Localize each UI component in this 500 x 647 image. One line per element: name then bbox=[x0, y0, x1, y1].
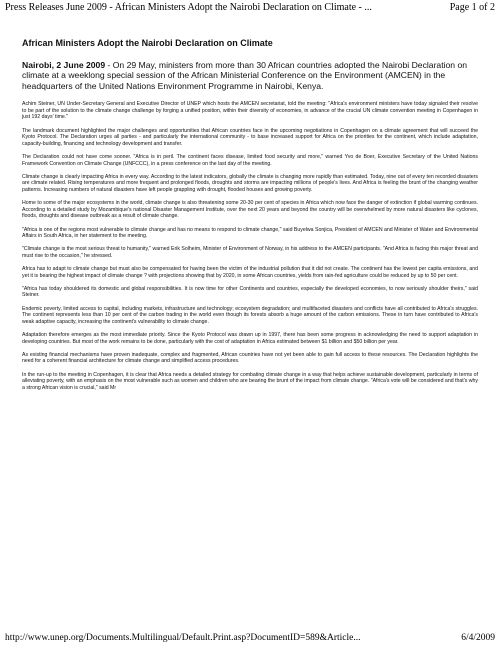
paragraph: "Africa is one of the regions most vulnerable to climate change and has no means to respond to climate change," said Buyelwa Sonjica, President of AMCEN and Minister of Water and Environmental Affairs in South Africa, in her statement to the meeting. bbox=[22, 226, 478, 240]
paragraph: Africa has to adapt to climate change but must also be compensated for having been the victim of the industrial pollution that it did not create. The continent has the lowest per capita emissions, and yet it is bearing the highest impact of climate change ? with projections showing that by 2020, in some African countries, yields from rain-fed agriculture could be reduced by up to 50 per cent. bbox=[22, 266, 478, 279]
print-footer-date: 6/4/2009 bbox=[461, 633, 495, 643]
paragraph: Endemic poverty, limited access to capital, including markets, infrastructure and technology; ecosystem degradation; and multifaceted disasters and conflicts have all contributed to Africa's struggles. The continent represents less than 10 per cent of the carbon trading in the world even though its forests absorb a huge amount of the carbon emissions. These in turn have contributed to Africa's weak adaptive capacity, increasing the continent's vulnerability to climate change. bbox=[22, 305, 478, 325]
paragraph: Adaptation therefore emerges as the most immediate priority. Since the Kyoto Protocol was drawn up in 1997, there has been some progress in acknowledging the need to support adaptation in developing countries. But most of the work remains to be done, particularly with the cost of adaptation in Africa estimated between $1 billion and $50 billion per year. bbox=[22, 332, 478, 345]
print-footer bbox=[5, 633, 495, 643]
paragraph: Home to some of the major ecosystems in the world, climate change is also threatening some 20-30 per cent of species in Africa which now face the danger of extinction if global warming continues. According to a detailed study by Mozambique's national Disaster Management Institute, over the next 20 years and beyond the country will be overwhelmed by more natural disasters like cyclones, floods, droughts and disease outbreak as a result of climate change. bbox=[22, 200, 478, 220]
print-header bbox=[5, 2, 495, 13]
paragraph: "Climate change is the most serious threat to humanity," warned Erik Solheim, Minister of Environment of Norway, in his address to the AMCEN participants. "And Africa is facing this major threat and must rise to the occasion," he stressed. bbox=[22, 246, 478, 259]
print-footer-url[interactable]: http://www.unep.org/Documents.Multilingual/Default.Print.asp?DocumentID=589&Article... bbox=[5, 633, 361, 643]
article-lead-text: - On 29 May, ministers from more than 30 African countries adopted the Nairobi Declaration on climate at a weeklong special session of the African Ministerial Conference on the Environment (AMCEN) in the headquarters of the United Nations Environment Programme in Nairobi, Kenya. bbox=[22, 60, 468, 91]
article-dateline: Nairobi, 2 June 2009 bbox=[22, 60, 106, 70]
print-header-title: Press Releases June 2009 - African Ministers Adopt the Nairobi Declaration on Climate - ... bbox=[5, 2, 372, 13]
paragraph: "Africa has today shouldered its domestic and global responsibilities. It is now time for other Continents and countries, especially the developed economies, to now seriously shoulder theirs," said Steiner. bbox=[22, 285, 478, 299]
paragraph: Achim Steiner, UN Under-Secretary General and Executive Director of UNEP which hosts the AMCEN secretariat, told the meeting: "Africa's environment ministers have today signaled their resolve to be part of the solution to the climate change challenge by forging a unified position, within their diversity of economies, in advance of the crucial UN climate convention meeting in Copenhagen in just 192 days' time." bbox=[22, 101, 478, 121]
paragraph: The Declaration could not have come sooner. "Africa is in peril. The continent faces disease, limited food security and more," warned Yvo de Boer, Executive Secretary of the United Nations Framework Convention on Climate Change (UNFCCC), in a press conference on the last day of the meeting. bbox=[22, 153, 478, 167]
paragraph: Climate change is clearly impacting Africa in every way. According to the latest indicators, globally the climate is changing more rapidly than estimated. Today, nine out of every ten recorded disasters are climate related. Rising temperatures and more frequent and prolonged floods, droughts and storms are impacting millions of people's lives. And Africa is feeling the brunt of the changing weather patterns. Increasing numbers of natural disasters have left people grappling with drought, flooded houses and growing poverty. bbox=[22, 173, 478, 193]
paragraph: As existing financial mechanisms have proven inadequate, complex and fragmented, African countries have not yet been able to gain full access to these resources. The Declaration highlights the need for a coherent financial architecture for climate change and simplified access procedures. bbox=[22, 351, 478, 365]
paragraph: The landmark document highlighted the major challenges and opportunities that African countries face in the upcoming negotiations in Copenhagen on a climate agreement that will succeed the Kyoto Protocol. The Declaration urges all parties - and particularly the international community - to base increased support for Africa on the priorities for the continent, which include adaptation, capacity-building, financing and technology development and transfer. bbox=[22, 127, 478, 147]
article-headline: African Ministers Adopt the Nairobi Declaration on Climate bbox=[22, 38, 273, 48]
paragraph: In the run-up to the meeting in Copenhagen, it is clear that Africa needs a detailed strategy for combating climate change in a way that helps achieve sustainable development, particularly in terms of alleviating poverty, with an emphasis on the most vulnerable such as women and children who are bearing the brunt of the impact from climate change. "Africa's vote will be considered and that's why a strong African vision is crucial," said Mr bbox=[22, 371, 478, 391]
print-header-page: Page 1 of 2 bbox=[449, 2, 495, 13]
article bbox=[22, 38, 478, 398]
article-lead bbox=[22, 60, 478, 91]
